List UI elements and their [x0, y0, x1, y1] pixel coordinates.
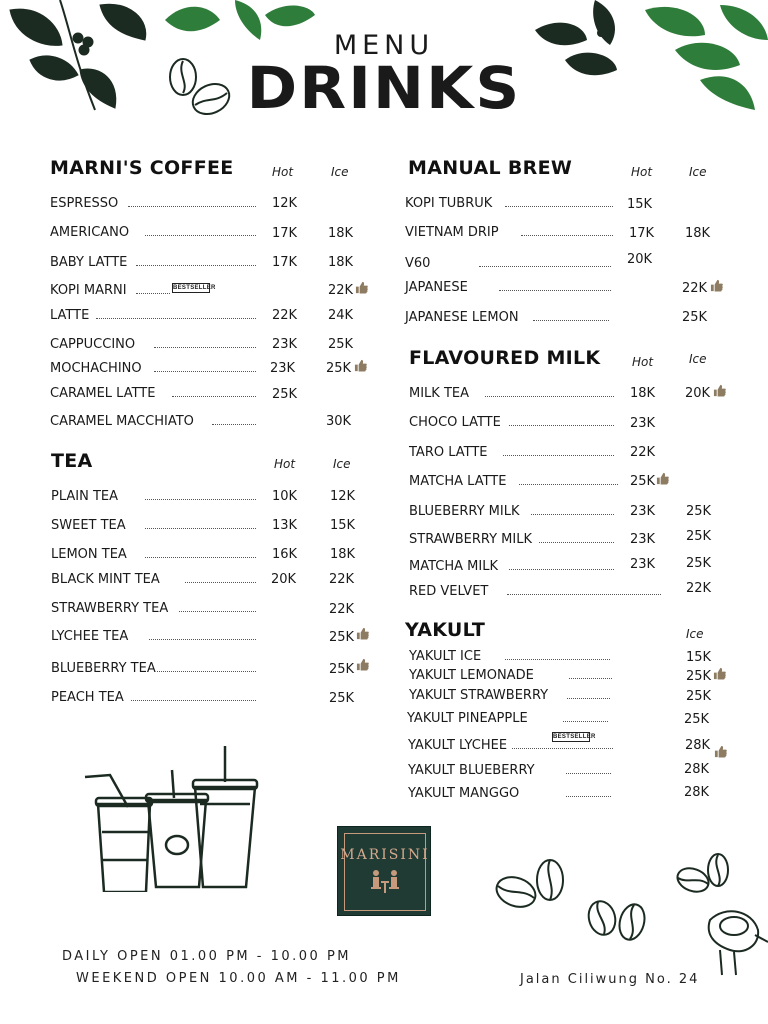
price-ice: 25K [686, 669, 712, 684]
menu-item: RED VELVET [409, 584, 661, 600]
price-hot: 23K [630, 504, 656, 519]
menu-item: YAKULT MANGGO [408, 786, 611, 802]
price-ice: 25K [329, 630, 355, 645]
price-ice: 25K [326, 361, 352, 376]
price-hot: 17K [629, 226, 655, 241]
price-hot: 23K [630, 532, 656, 547]
thumbs-up-icon [356, 627, 369, 640]
menu-item: BLUEBERRY TEA [51, 661, 256, 677]
price-ice: 25K [329, 662, 355, 677]
menu-item: YAKULT STRAWBERRY [409, 688, 610, 704]
menu-item: KOPI TUBRUK [405, 196, 613, 212]
price-hot: 23K [272, 337, 298, 352]
price-ice: 22K [686, 581, 712, 596]
thumbs-up-icon [355, 281, 368, 294]
menu-item: BABY LATTE [50, 255, 256, 271]
menu-item: STRAWBERRY TEA [51, 601, 256, 617]
menu-item: CHOCO LATTE [409, 415, 614, 431]
thumbs-up-icon [356, 658, 369, 671]
price-ice: 24K [328, 308, 354, 323]
price-ice: 25K [684, 712, 710, 727]
price-hot: 17K [272, 226, 298, 241]
menu-item: MOCHACHINO [50, 361, 256, 377]
thumbs-up-icon [354, 359, 367, 372]
price-hot: 17K [272, 255, 298, 270]
price-hot: 10K [272, 489, 298, 504]
price-ice: 15K [330, 518, 356, 533]
coffee-hot-header: Hot [272, 165, 294, 179]
price-ice: 25K [686, 689, 712, 704]
thumbs-up-icon [713, 667, 726, 680]
menu-item: BLACK MINT TEA [51, 572, 256, 588]
price-ice: 18K [330, 547, 356, 562]
menu-item: MILK TEA [409, 386, 614, 402]
price-hot: 22K [630, 445, 656, 460]
cafe-couple-icon [368, 867, 402, 899]
price-ice: 18K [328, 255, 354, 270]
menu-item: CAPPUCCINO [50, 337, 256, 353]
price-ice: 25K [686, 556, 712, 571]
menu-item: YAKULT BLUEBERRY [408, 763, 611, 779]
menu-item: TARO LATTE [409, 445, 614, 461]
price-ice: 12K [330, 489, 356, 504]
menu-item: CARAMEL MACCHIATO [50, 414, 256, 430]
price-ice: 18K [328, 226, 354, 241]
section-title-manual-brew: MANUAL BREW [408, 157, 573, 179]
price-ice: 22K [329, 602, 355, 617]
menu-item: JAPANESE [405, 280, 611, 296]
price-hot: 12K [272, 196, 298, 211]
menu-item: MATCHA MILK [409, 559, 614, 575]
section-title-yakult: YAKULT [405, 619, 486, 641]
price-ice: 25K [686, 529, 712, 544]
price-hot: 25K [272, 387, 298, 402]
section-title-flavoured-milk: FLAVOURED MILK [409, 347, 601, 369]
thumbs-up-icon [714, 745, 727, 758]
bestseller-badge: BESTSELLER [173, 285, 216, 291]
price-hot: 18K [630, 386, 656, 401]
menu-item: SWEET TEA [51, 518, 256, 534]
price-ice: 25K [686, 504, 712, 519]
drinks-title: DRINKS [246, 54, 522, 122]
tea-hot-header: Hot [274, 457, 296, 471]
price-ice: 28K [684, 785, 710, 800]
price-hot: 25K [630, 474, 656, 489]
menu-item: YAKULT LYCHEE [408, 738, 613, 754]
price-ice: 22K [329, 572, 355, 587]
section-title-coffee: MARNI'S COFFEE [50, 157, 234, 179]
price-ice: 22K [682, 281, 708, 296]
address: Jalan Ciliwung No. 24 [520, 972, 700, 987]
menu-item: YAKULT ICE [409, 649, 610, 665]
menu-item: AMERICANO [50, 225, 256, 241]
daily-hours: DAILY OPEN 01.00 PM - 10.00 PM [62, 949, 352, 964]
menu-item: YAKULT LEMONADE [409, 668, 612, 684]
price-ice: 18K [685, 226, 711, 241]
menu-item: VIETNAM DRIP [405, 225, 613, 241]
menu-item: KOPI MARNI [50, 283, 210, 299]
menu-item: STRAWBERRY MILK [409, 532, 614, 548]
price-hot: 23K [630, 557, 656, 572]
price-hot: 15K [627, 197, 653, 212]
bestseller-badge: BESTSELLER [553, 734, 596, 740]
price-ice: 25K [329, 691, 355, 706]
price-hot: 20K [627, 252, 653, 267]
section-title-tea: TEA [51, 450, 93, 472]
milk-hot-header: Hot [632, 355, 654, 369]
price-hot: 13K [272, 518, 298, 533]
price-hot: 16K [272, 547, 298, 562]
marisini-logo: MARISINI [337, 826, 431, 916]
price-ice: 30K [326, 414, 352, 429]
weekend-hours: WEEKEND OPEN 10.00 AM - 11.00 PM [76, 971, 401, 986]
price-hot: 23K [630, 416, 656, 431]
menu-label: MENU [333, 30, 435, 61]
yakult-ice-header: Ice [686, 627, 704, 641]
coffee-beans-bottom-illustration [490, 850, 768, 980]
price-ice: 15K [686, 650, 712, 665]
price-ice: 25K [328, 337, 354, 352]
manual-ice-header: Ice [689, 165, 707, 179]
menu-item: YAKULT PINEAPPLE [407, 711, 608, 727]
thumbs-up-icon [656, 472, 669, 485]
price-ice: 25K [682, 310, 708, 325]
price-ice: 28K [685, 738, 711, 753]
price-ice: 22K [328, 283, 354, 298]
menu-item: CARAMEL LATTE [50, 386, 256, 402]
menu-item: LEMON TEA [51, 547, 256, 563]
menu-item: ESPRESSO [50, 196, 256, 212]
manual-hot-header: Hot [631, 165, 653, 179]
drink-cups-illustration [80, 742, 260, 892]
price-hot: 23K [270, 361, 296, 376]
thumbs-up-icon [710, 279, 723, 292]
coffee-ice-header: Ice [331, 165, 349, 179]
menu-item: LATTE [50, 308, 256, 324]
milk-ice-header: Ice [689, 352, 707, 366]
thumbs-up-icon [713, 384, 726, 397]
menu-item: JAPANESE LEMON [405, 310, 609, 326]
price-ice: 28K [684, 762, 710, 777]
price-ice: 20K [685, 386, 711, 401]
menu-item: MATCHA LATTE [409, 474, 618, 490]
menu-item: V60 [405, 256, 611, 272]
price-hot: 22K [272, 308, 298, 323]
price-hot: 20K [271, 572, 297, 587]
menu-item: BLUEBERRY MILK [409, 504, 614, 520]
menu-item: LYCHEE TEA [51, 629, 256, 645]
menu-item: PLAIN TEA [51, 489, 256, 505]
tea-ice-header: Ice [333, 457, 351, 471]
menu-item: PEACH TEA [51, 690, 256, 706]
